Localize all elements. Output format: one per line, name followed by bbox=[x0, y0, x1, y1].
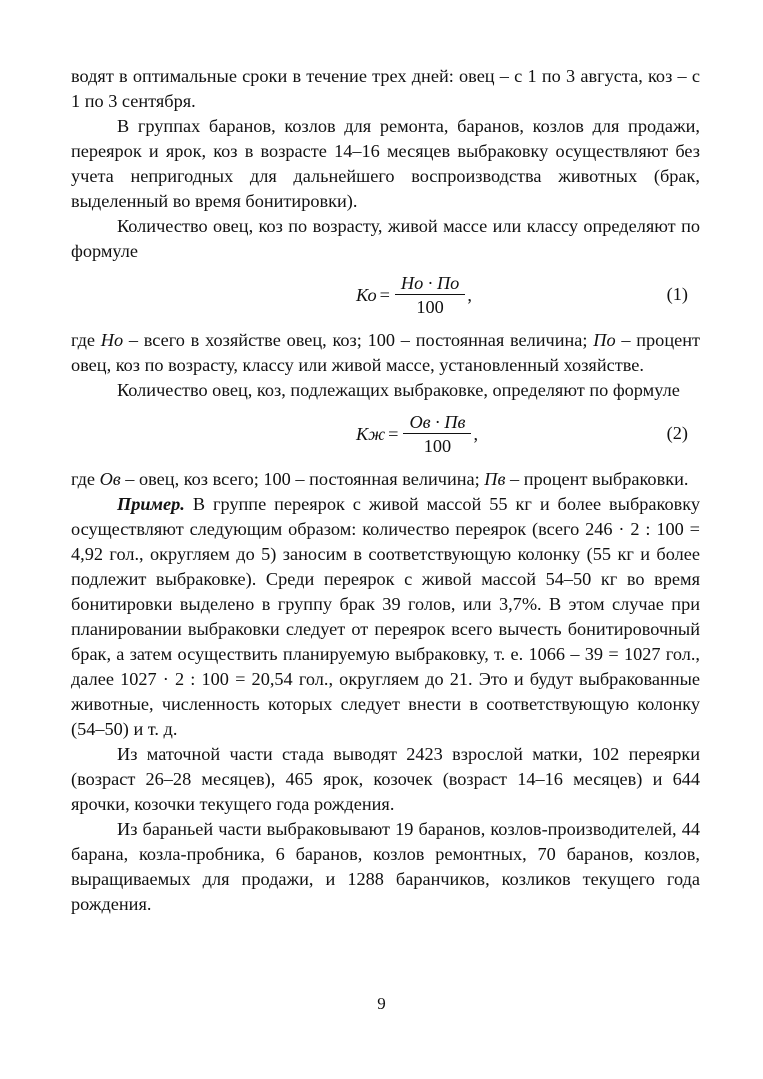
formula-2 bbox=[71, 409, 700, 459]
p6-tail: – процент выбраковки. bbox=[505, 469, 689, 489]
paragraph-1: водят в оптимальные сроки в течение трех дней: овец – с 1 по 3 августа, коз – с 1 по 3 сентября. bbox=[71, 66, 700, 111]
p6-mid: – овец, коз всего; 100 – постоянная величина; bbox=[120, 469, 485, 489]
p6-var-ov: Ов bbox=[99, 469, 121, 489]
paragraph-6 bbox=[71, 467, 700, 492]
paragraph-4 bbox=[71, 328, 700, 378]
paragraph-5: Количество овец, коз, подлежащих выбраковке, определяют по формуле bbox=[117, 380, 680, 400]
example-text: В группе переярок с живой массой 55 кг и более выбраковку осуществляют следующим образом: количество переярок (всего 246 · 2 : 100 = 4,92 гол., округляем до 5) заносим в соответствующую колонку (55 кг и более подлежит выбраковке). Среди переярок с живой массой 54–50 кг во время бонитировки выделено в группу брак 39 голов, или 3,7%. В этом случае при планировании выбраковки следует от переярок всего вычесть бонитировочный брак, а затем осуществить планируемую выбраковку, т. е. 1066 – 39 = 1027 гол., далее 1027 · 2 : 100 = 20,54 гол., округляем до 21. Это и будут выбракованные животные, численность которых следует внести в соответствующую колонку (54–50) и т. д. bbox=[71, 494, 700, 739]
formula-2-equals: = bbox=[388, 423, 399, 444]
formula-1 bbox=[71, 270, 700, 320]
p4-var-no: Но bbox=[100, 330, 124, 350]
formula-2-fraction bbox=[403, 411, 471, 458]
paragraph-9: Из бараньей части выбраковывают 19 баранов, козлов-производителей, 44 барана, козла-пробника, 6 баранов, козлов ремонтных, 70 баранов, козлов, выращиваемых для продажи, и 1288 баранчиков, козликов текущего года рождения. bbox=[71, 819, 700, 914]
p4-mid: – всего в хозяйстве овец, коз; 100 – постоянная величина; bbox=[123, 330, 594, 350]
formula-1-numerator: Но · По bbox=[395, 272, 465, 295]
formula-1-fraction bbox=[395, 272, 465, 319]
paragraph-example bbox=[71, 492, 700, 742]
formula-2-number: (2) bbox=[666, 423, 688, 443]
page-number: 9 bbox=[377, 994, 386, 1013]
formula-1-denominator: 100 bbox=[416, 296, 444, 317]
p4-var-po: По bbox=[593, 330, 616, 350]
paragraph-2: В группах баранов, козлов для ремонта, баранов, козлов для продажи, переярок и ярок, коз в возрасте 14–16 месяцев выбраковку осуществляют без учета непригодных для дальнейшего воспроизводства животных (брак, выделенный во время бонитировки). bbox=[71, 116, 700, 211]
example-label: Пример. bbox=[117, 494, 185, 514]
p4-tail: – процент овец, коз по возрасту, классу или живой массе, установленный хозяйстве. bbox=[71, 330, 700, 375]
formula-2-denominator: 100 bbox=[423, 435, 452, 456]
formula-1-number: (1) bbox=[666, 284, 688, 304]
paragraph-3: Количество овец, коз по возрасту, живой массе или классу определяют по формуле bbox=[71, 216, 700, 261]
formula-2-comma: , bbox=[473, 423, 479, 444]
formula-2-numerator: Ов · Пв bbox=[403, 411, 471, 434]
formula-1-equals: = bbox=[379, 284, 390, 305]
paragraph-8: Из маточной части стада выводят 2423 взрослой матки, 102 переярки (возраст 26–28 месяцев), 465 ярок, козочек (возраст 14–16 месяцев) и 644 ярочки, козочки текущего года рождения. bbox=[71, 744, 700, 814]
p4-lead: где bbox=[71, 330, 101, 350]
p6-var-pv: Пв bbox=[484, 469, 506, 489]
formula-2-lhs: Кж bbox=[356, 423, 386, 444]
document-page bbox=[71, 64, 700, 917]
formula-1-comma: , bbox=[467, 284, 472, 305]
formula-1-lhs: Ко bbox=[356, 284, 377, 305]
p6-lead: где bbox=[71, 469, 100, 489]
